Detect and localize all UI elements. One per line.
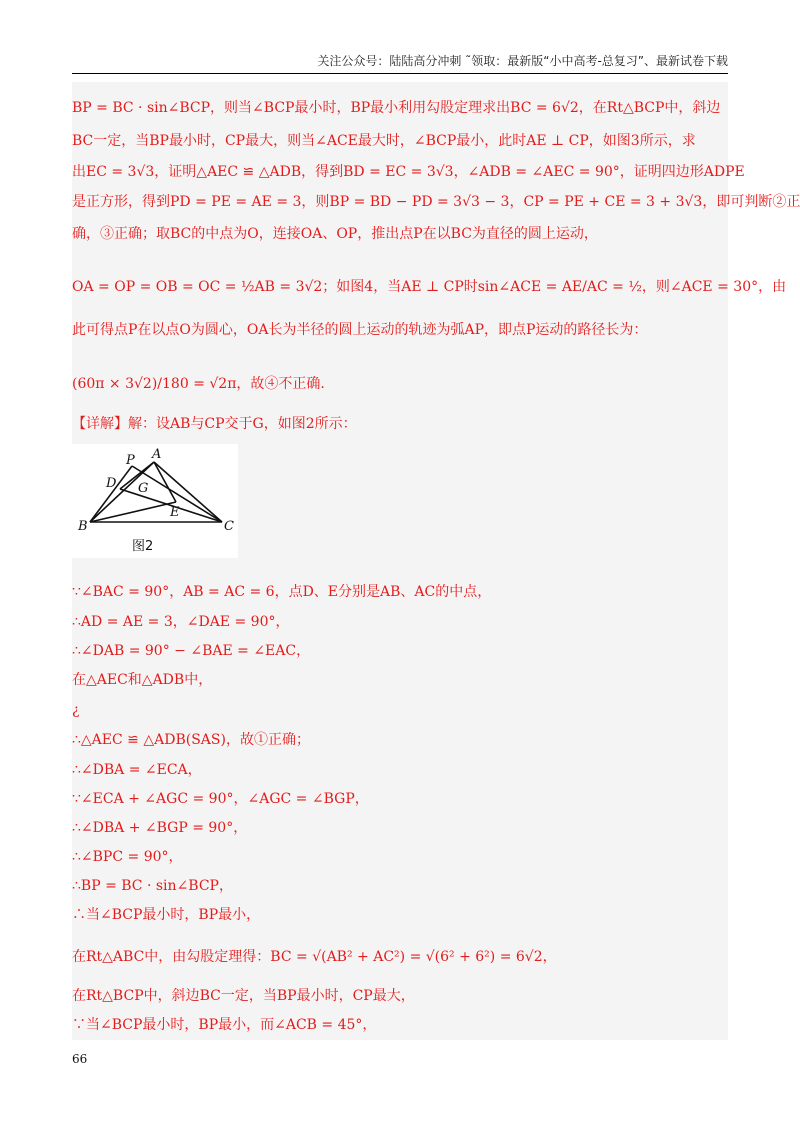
detail-heading: 【详解】解：设AB与CP交于G，如图2所示： [72,416,357,432]
segment-ac [154,462,222,522]
analysis-line-4: 是正方形，得到PD = PE = AE = 3，则BP = BD − PD = 3√3 − 3，CP = PE + CE = 3 + 3√3，即可判断②正 [72,194,800,210]
step-15: ∵当∠BCP最小时，BP最小，而∠ACB = 45°， [72,1017,377,1033]
analysis-line-5: 确，③正确；取BC的中点为O，连接OA、OP，推出点P在以BC为直径的圆上运动， [72,226,598,242]
label-d: D [106,476,117,491]
analysis-line-8: (60π × 3√2)/180 = √2π，故④不正确. [72,376,325,392]
analysis-line-1: BP = BC · sin∠BCP，则当∠BCP最小时，BP最小利用勾股定理求出BC = 6√2，在Rt△BCP中，斜边 [72,100,721,116]
step-13: 在Rt△ABC中，由勾股定理得：BC = √(AB² + AC²) = √(6² + 6²) = 6√2， [72,949,557,965]
step-2: ∴AD = AE = 3，∠DAE = 90°， [72,614,290,630]
label-p: P [126,453,135,468]
label-b: B [78,519,88,534]
analysis-line-3: 出EC = 3√3，证明△AEC ≌ △ADB，得到BD = EC = 3√3，∠ADB = ∠AEC = 90°，证明四边形ADPE [72,164,745,180]
step-14: 在Rt△BCP中，斜边BC一定，当BP最小时，CP最大， [72,988,415,1004]
step-8: ∵∠ECA + ∠AGC = 90°，∠AGC = ∠BGP， [72,791,369,807]
label-e: E [170,505,180,520]
step-1: ∵∠BAC = 90°，AB = AC = 6，点D、E分别是AB、AC的中点， [72,584,492,600]
label-a: A [152,447,162,462]
page-number: 66 [72,1052,88,1066]
page-header: 关注公众号：陆陆高分冲刺 ˜领取：最新版“小中高考-总复习”、最新试卷下载 [317,54,728,68]
label-g: G [138,481,149,496]
analysis-line-7: 此可得点P在以点O为圆心，OA长为半径的圆上运动的轨迹为弧AP，即点P运动的路径长为： [72,322,648,338]
step-11: ∴BP = BC · sin∠BCP， [72,878,233,894]
analysis-line-6: OA = OP = OB = OC = ½AB = 3√2；如图4，当AE ⊥ CP时sin∠ACE = AE/AC = ½，则∠ACE = 30°，由 [72,279,787,295]
figure-2 [72,444,238,558]
step-5: ¿ [72,702,80,718]
step-7: ∴∠DBA = ∠ECA， [72,762,202,778]
step-10: ∴∠BPC = 90°， [72,849,183,865]
step-3: ∴∠DAB = 90° − ∠BAE = ∠EAC， [72,643,311,659]
step-6: ∴△AEC ≌ △ADB(SAS)，故①正确； [72,732,310,748]
label-c: C [224,519,234,534]
header-rule [72,73,728,74]
analysis-line-2: BC一定，当BP最小时，CP最大，则当∠ACE最大时，∠BCP最小，此时AE ⊥ CP，如图3所示，求 [72,133,696,149]
figure-caption: 图2 [132,539,154,554]
triangle-diagram [72,444,238,558]
page-content [72,82,800,1040]
step-9: ∴∠DBA + ∠BGP = 90°， [72,820,248,836]
step-4: 在△AEC和△ADB中， [72,672,213,688]
step-12: ∴当∠BCP最小时，BP最小， [72,907,261,923]
